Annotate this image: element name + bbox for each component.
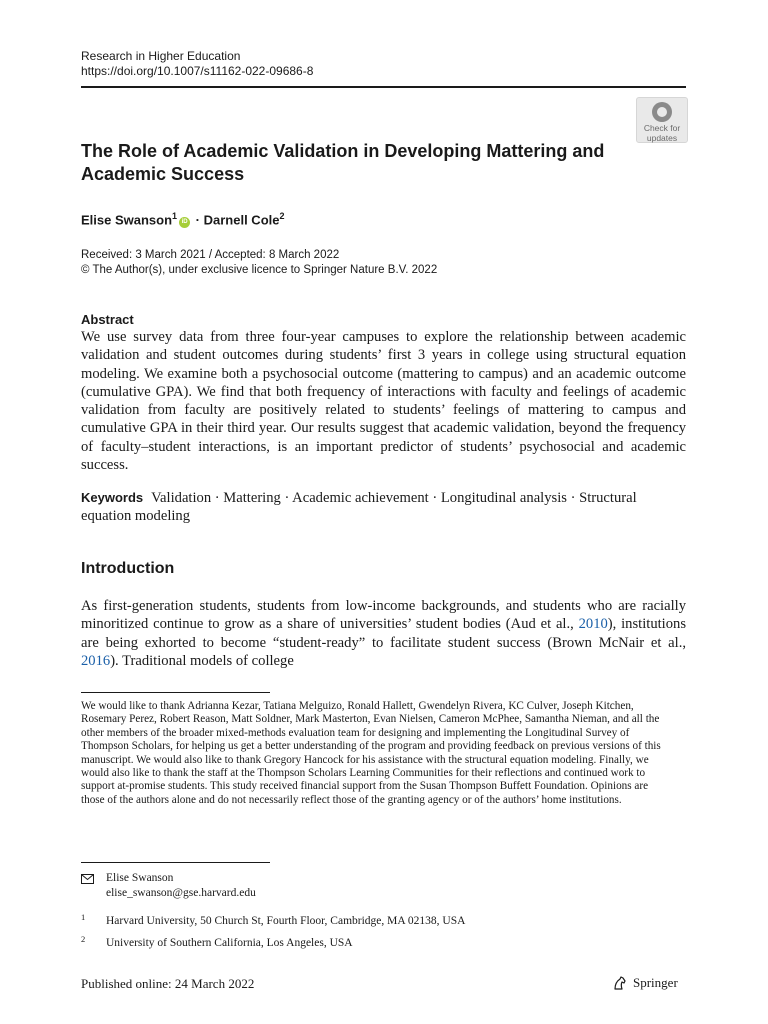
orcid-icon[interactable]: iD — [179, 217, 190, 228]
author-name[interactable]: Elise Swanson — [81, 212, 173, 228]
check-for-updates-button[interactable] — [636, 97, 688, 143]
footnote-rule — [81, 692, 270, 693]
keywords — [81, 489, 686, 526]
intro-text: ), institutions are being exhorted to become “student-ready” to facilitate student success (Brown McNair et al., — [81, 616, 686, 651]
affiliation-number: 2 — [81, 934, 86, 944]
doi-link[interactable]: https://doi.org/10.1007/s11162-022-09686-8 — [81, 64, 314, 78]
published-online-date: Published online: 24 March 2022 — [81, 976, 255, 991]
journal-name: Research in Higher Education — [81, 49, 241, 63]
acknowledgement-footnote: We would like to thank Adrianna Kezar, Tatiana Melguizo, Ronald Hallett, Gwendelyn Rivera, KC Culver, Joseph Kitchen, Rosemary Perez, Robert Reason, Matt Soldner, Mark Masterton, Evan Nielsen, Cameron McPhee, Samantha Nieman, and all the other members of the broader mixed-methods evaluation team for designing and implementing the Longitudinal Survey of Thompson Scholars, for helping us get a better understanding of the program and providing feedback on previous versions of this manuscript. We would also like to thank Gregory Hancock for his assistance with the structural equation modeling. Finally, we would also like to thank the staff at the Thompson Scholars Learning Communities for their reflections and continued work to support at-promise students. This study received financial support from the Susan Thompson Buffett Foundation. Opinions are those of the authors alone and do not necessarily reflect those of the granting agency or of the authors’ home institutions. — [81, 700, 661, 806]
header-rule — [81, 86, 686, 88]
citation-link[interactable]: 2010 — [578, 616, 608, 633]
footnote-rule — [81, 862, 270, 863]
affiliation-text: University of Southern California, Los Angeles, USA — [106, 937, 353, 949]
intro-text: ). Traditional models of college — [110, 652, 294, 669]
intro-text: As first-generation students, students from low-income backgrounds, and students who are racially minoritized continue to grow as a share of universities’ student bodies (Aud et al., — [81, 598, 686, 633]
springer-logo[interactable] — [612, 974, 678, 992]
affiliation-text: Harvard University, 50 Church St, Fourth Floor, Cambridge, MA 02138, USA — [106, 915, 466, 927]
article-title: The Role of Academic Validation in Developing Mattering and Academic Success — [81, 141, 605, 184]
check-updates-icon — [652, 102, 672, 122]
updates-label: updates — [646, 133, 678, 143]
keywords-text: Validation · Mattering · Academic achievement · Longitudinal analysis · Structural equation modeling — [81, 490, 637, 525]
affiliation-marker: 2 — [279, 211, 285, 221]
abstract-text: We use survey data from three four-year campuses to explore the relationship between academic validation and student outcomes during students’ first 3 years in college using structural equation modeling. We examine both a psychosocial outcome (mattering to campus) and an academic outcome (cumulative GPA). We find that both frequency of interactions with faculty and feelings of academic validation from faculty are positively related to students’ feelings of mattering to campus and cumulative GPA in their third year. Our results suggest that academic validation, beyond the frequency of faculty–student interactions, is an important predictor of students’ psychosocial and academic success. — [81, 329, 686, 474]
affiliation-marker: 1 — [172, 211, 178, 221]
springer-horse-icon — [612, 975, 628, 991]
corresponding-author-name: Elise Swanson — [106, 872, 174, 884]
introduction-paragraph — [81, 597, 686, 670]
received-accepted-dates: Received: 3 March 2021 / Accepted: 8 March 2022 — [81, 249, 340, 261]
keywords-label: Keywords — [81, 490, 144, 505]
affiliation-number: 1 — [81, 912, 86, 922]
citation-link[interactable]: 2016 — [81, 652, 111, 669]
corresponding-author-email[interactable]: elise_swanson@gse.harvard.edu — [106, 887, 256, 899]
copyright-notice: © The Author(s), under exclusive licence to Springer Nature B.V. 2022 — [81, 264, 438, 276]
envelope-icon — [81, 874, 94, 884]
section-heading: Introduction — [81, 560, 175, 577]
check-for-label: Check for — [643, 123, 681, 133]
author-list — [81, 208, 285, 228]
abstract-heading: Abstract — [81, 312, 134, 327]
author-separator: · — [192, 212, 204, 228]
author-name[interactable]: Darnell Cole — [203, 212, 280, 228]
publisher-name: Springer — [633, 975, 678, 990]
